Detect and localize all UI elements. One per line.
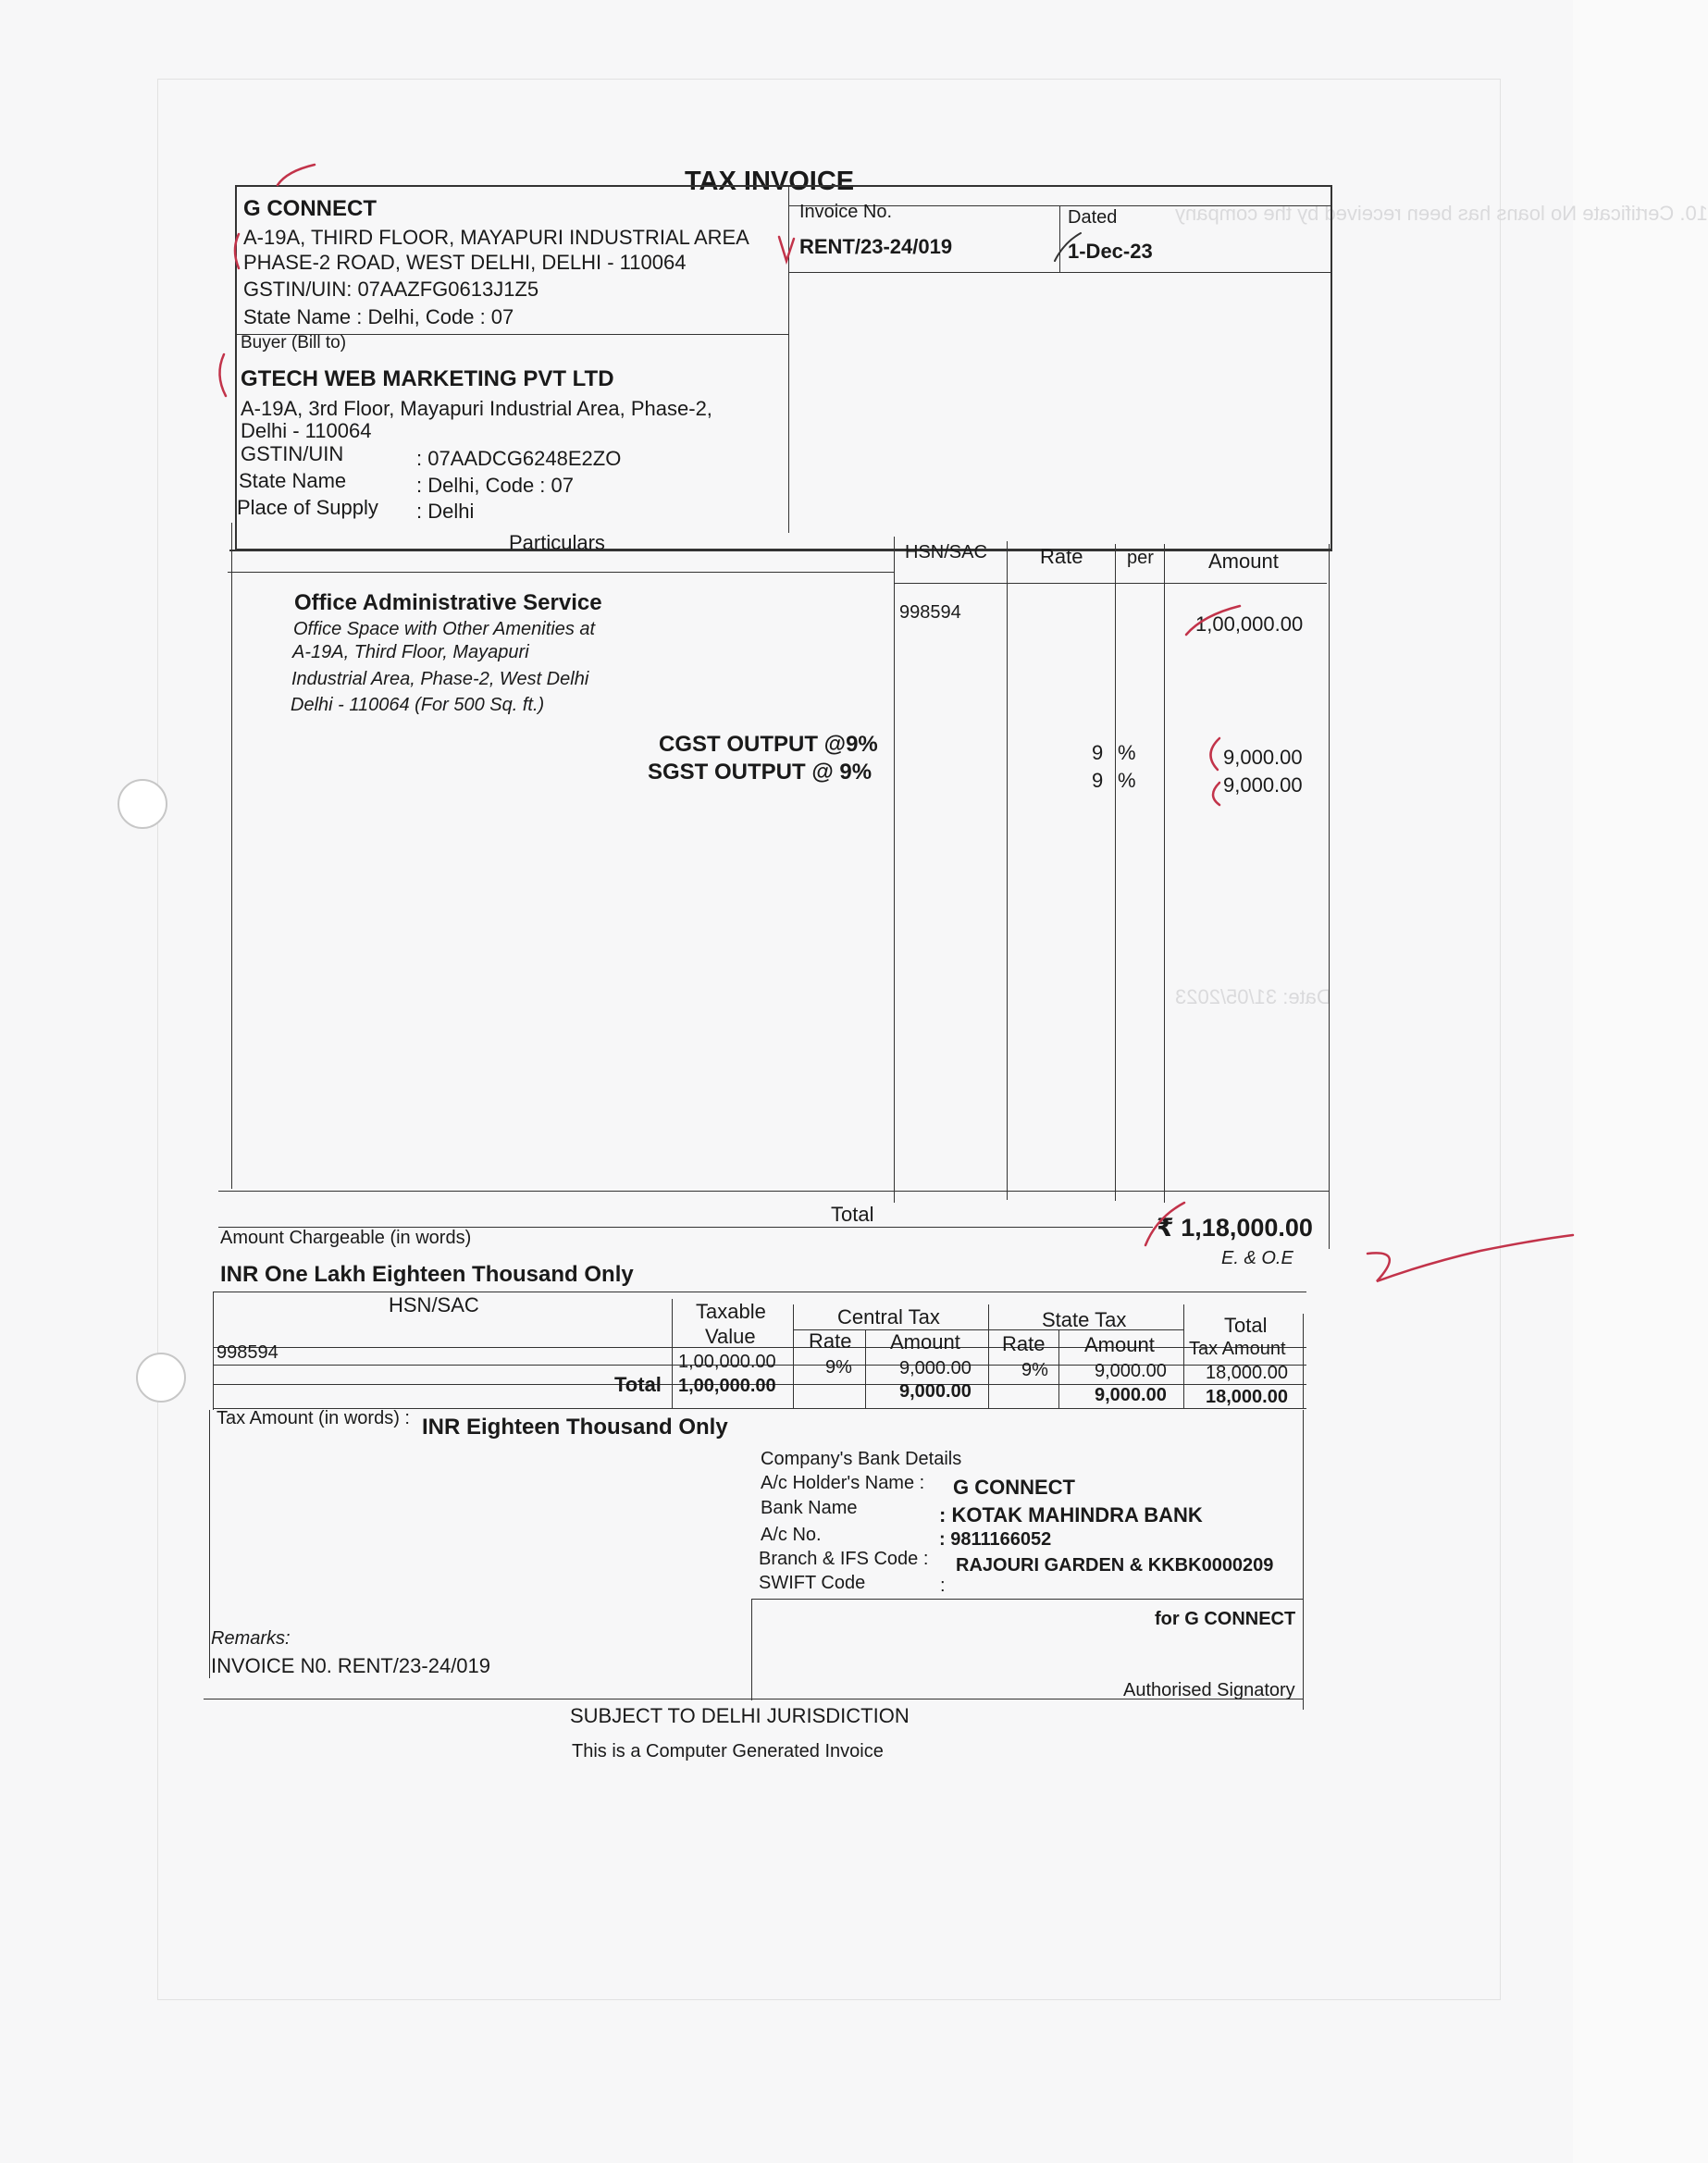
sgst-rate: 9 (1092, 769, 1104, 792)
tt-row-s-rate: 9% (1021, 1360, 1048, 1380)
buyer-address-line2: Delhi - 110064 (241, 419, 372, 442)
total-label: Total (831, 1203, 874, 1226)
eoe: E. & O.E (1221, 1248, 1293, 1268)
item-amount: 1,00,000.00 (1195, 612, 1304, 636)
cgst-rate: 9 (1092, 741, 1104, 764)
cgst-amount: 9,000.00 (1223, 746, 1303, 769)
bleed-through-text: 10. Certificate No loans has been received by the company (1175, 202, 1708, 225)
total-amount: ₹ 1,18,000.00 (1157, 1214, 1313, 1242)
invoice-no-label: Invoice No. (799, 202, 893, 222)
tt-c-rate-header: Rate (809, 1329, 852, 1353)
dated-label: Dated (1068, 207, 1118, 228)
col-per: per (1127, 548, 1154, 568)
tt-total-header2: Tax Amount (1189, 1339, 1286, 1359)
bank-ac-label: A/c No. (761, 1525, 822, 1545)
buyer-address-line1: A-19A, 3rd Floor, Mayapuri Industrial Area, Phase-2, (241, 397, 712, 420)
remarks-label: Remarks: (211, 1628, 291, 1649)
buyer-state: : Delhi, Code : 07 (416, 474, 574, 497)
tt-s-amount-header: Amount (1084, 1333, 1155, 1356)
buyer-pos-label: Place of Supply (237, 496, 378, 519)
tt-hsn-header: HSN/SAC (389, 1293, 479, 1316)
dated-value: 1-Dec-23 (1068, 240, 1153, 263)
buyer-pos: : Delhi (416, 500, 475, 523)
bank-swift-label: SWIFT Code (759, 1573, 866, 1593)
item-desc-line: Office Space with Other Amenities at (293, 619, 596, 639)
invoice-no: RENT/23-24/019 (799, 235, 953, 258)
col-amount: Amount (1208, 550, 1279, 573)
bank-holder: G CONNECT (953, 1476, 1075, 1499)
tt-row-hsn: 998594 (217, 1342, 278, 1363)
words-label: Amount Chargeable (in words) (220, 1228, 472, 1248)
tt-sum-total: 18,000.00 (1206, 1387, 1288, 1407)
buyer-label: Buyer (Bill to) (241, 333, 347, 352)
computer-generated-note: This is a Computer Generated Invoice (572, 1741, 884, 1761)
bleed-through-text: Date: 31/05/2023 (1175, 985, 1331, 1008)
item-desc-line: Delhi - 110064 (For 500 Sq. ft.) (291, 695, 545, 715)
tt-row-c-amt: 9,000.00 (899, 1358, 972, 1378)
col-particulars: Particulars (509, 531, 605, 554)
buyer-name: GTECH WEB MARKETING PVT LTD (241, 366, 614, 391)
cgst-per: % (1118, 741, 1136, 764)
words-value: INR One Lakh Eighteen Thousand Only (220, 1262, 634, 1287)
bank-ac: : 9811166052 (939, 1529, 1052, 1550)
tax-words-value: INR Eighteen Thousand Only (422, 1415, 728, 1440)
invoice-title: TAX INVOICE (685, 167, 855, 196)
item-name: Office Administrative Service (294, 590, 602, 615)
bank-name: : KOTAK MAHINDRA BANK (939, 1503, 1203, 1526)
tt-state-header: State Tax (1042, 1308, 1127, 1331)
tt-central-header: Central Tax (837, 1305, 940, 1329)
item-hsn: 998594 (899, 602, 961, 623)
item-desc-line: A-19A, Third Floor, Mayapuri (292, 642, 529, 662)
sgst-label: SGST OUTPUT @ 9% (648, 760, 873, 785)
tt-sum-label: Total (614, 1373, 662, 1396)
cgst-label: CGST OUTPUT @9% (659, 732, 878, 757)
tt-taxable-header2: Value (705, 1325, 756, 1348)
tt-sum-s-amt: 9,000.00 (1095, 1385, 1167, 1405)
seller-address-line1: A-19A, THIRD FLOOR, MAYAPURI INDUSTRIAL AREA (243, 226, 749, 249)
buyer-state-label: State Name (239, 469, 347, 492)
buyer-gstin-label: GSTIN/UIN (241, 442, 344, 465)
tt-total-header: Total (1224, 1314, 1268, 1337)
bank-name-label: Bank Name (761, 1498, 858, 1518)
tt-s-rate-header: Rate (1002, 1332, 1046, 1355)
remarks-value: INVOICE N0. RENT/23-24/019 (211, 1654, 491, 1677)
tt-sum-c-amt: 9,000.00 (899, 1381, 972, 1402)
tt-row-total: 18,000.00 (1206, 1363, 1288, 1383)
seller-gstin: GSTIN/UIN: 07AAZFG0613J1Z5 (243, 278, 539, 301)
tax-words-label: Tax Amount (in words) : (217, 1408, 410, 1428)
item-desc-line: Industrial Area, Phase-2, West Delhi (291, 669, 589, 689)
tt-row-taxable: 1,00,000.00 (678, 1352, 776, 1372)
bank-title: Company's Bank Details (761, 1449, 962, 1469)
seller-state: State Name : Delhi, Code : 07 (243, 305, 514, 328)
tt-sum-taxable: 1,00,000.00 (678, 1376, 776, 1396)
sgst-amount: 9,000.00 (1223, 773, 1303, 797)
bank-ifsc-label: Branch & IFS Code : (759, 1549, 929, 1569)
seller-name: G CONNECT (243, 196, 377, 221)
bank-swift: : (940, 1576, 946, 1596)
tt-taxable-header: Taxable (696, 1300, 766, 1323)
jurisdiction: SUBJECT TO DELHI JURISDICTION (570, 1704, 910, 1727)
bank-ifsc: RAJOURI GARDEN & KKBK0000209 (956, 1555, 1274, 1576)
for-company: for G CONNECT (1155, 1609, 1296, 1629)
col-hsn: HSN/SAC (905, 542, 987, 562)
seller-address-line2: PHASE-2 ROAD, WEST DELHI, DELHI - 110064 (243, 251, 687, 274)
col-rate: Rate (1040, 545, 1083, 568)
bank-holder-label: A/c Holder's Name : (761, 1473, 925, 1493)
buyer-gstin: : 07AADCG6248E2ZO (416, 447, 622, 470)
tt-row-c-rate: 9% (825, 1357, 852, 1378)
tt-c-amount-header: Amount (890, 1330, 960, 1353)
authorised-signatory: Authorised Signatory (1123, 1680, 1295, 1700)
sgst-per: % (1118, 769, 1136, 792)
tt-row-s-amt: 9,000.00 (1095, 1361, 1167, 1381)
